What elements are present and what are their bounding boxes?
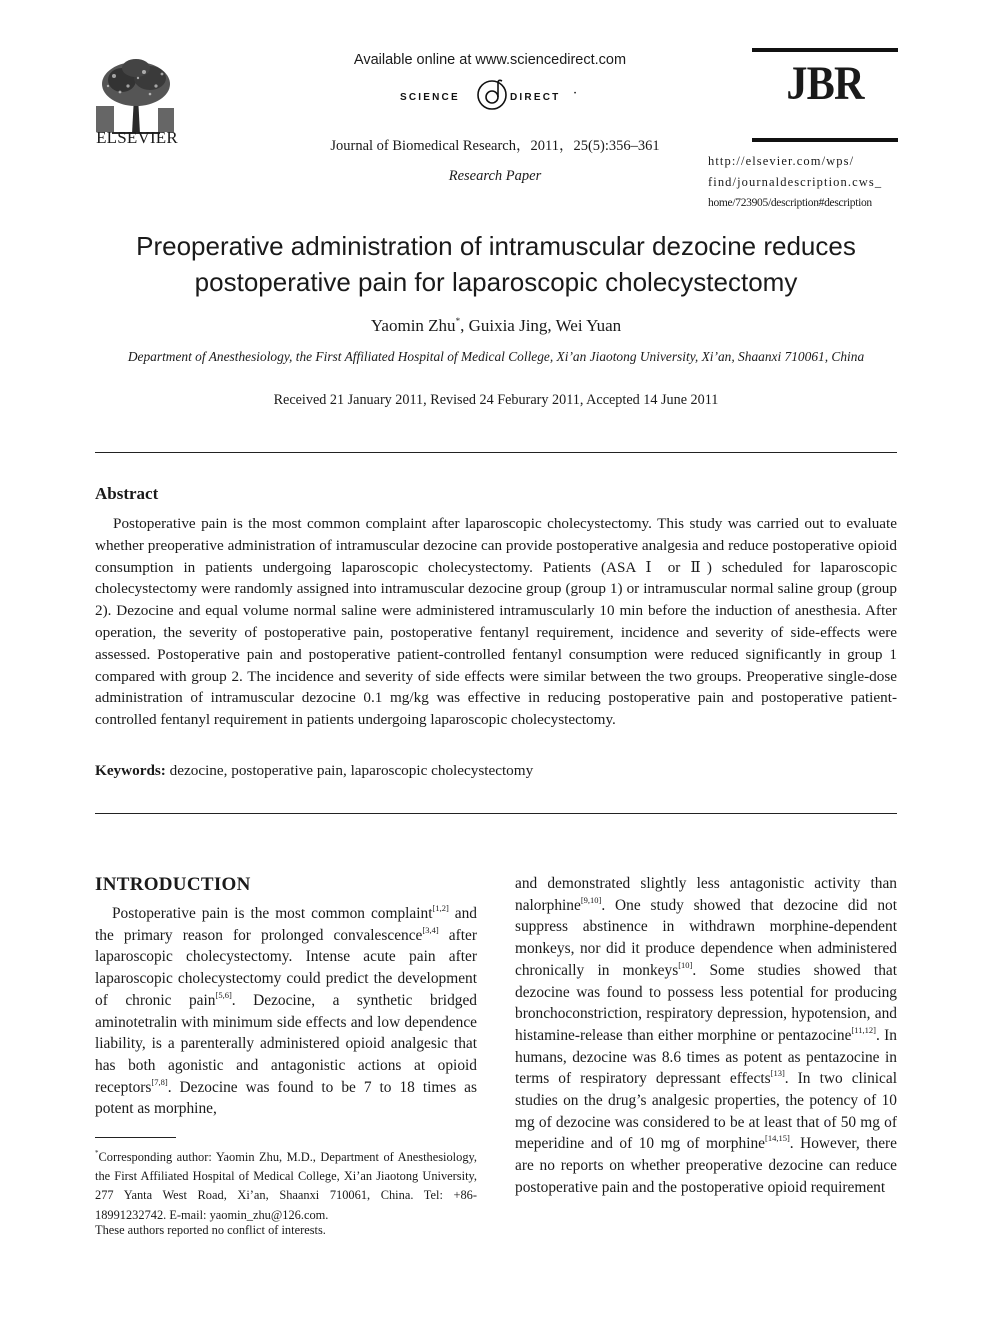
author-names: , Guixia Jing, Wei Yuan — [460, 316, 622, 335]
journal-url-line[interactable]: http://elsevier.com/wps/ — [708, 154, 855, 168]
body-text: and the primary reason for prolonged convalescence — [95, 905, 477, 944]
title-line: Preoperative administration of intramuscular dezocine reduces — [136, 231, 856, 261]
body-text: Postoperative pain is the most common complaint — [112, 905, 433, 922]
abstract-heading: Abstract — [95, 484, 159, 503]
citation[interactable]: [1,2] — [432, 903, 449, 913]
jbr-bottom-rule — [752, 138, 898, 142]
sd-logo-left-text: SCIENCE — [400, 92, 460, 103]
citation[interactable]: [10] — [678, 959, 693, 970]
body-text: . Dezocine, a synthetic bridged aminotetralin with minimum side effects and low dependence liability, is a parenterally administered opioid analgesic that has both agonistic and antagonistic actions at opioid receptors — [95, 991, 477, 1096]
svg-text:•: • — [574, 91, 577, 97]
footnote-divider — [95, 1137, 176, 1138]
article-title — [80, 228, 912, 300]
body-text: after laparoscopic cholecystectomy. Intense acute pain after laparoscopic cholecystectomy could predict the development of chronic pain — [95, 926, 477, 1009]
corresponding-author-footnote — [95, 1148, 477, 1225]
divider — [95, 452, 897, 453]
footnote-mark: * — [95, 1149, 99, 1157]
publisher-name: ELSEVIER — [96, 128, 178, 147]
journal-url[interactable] — [708, 151, 900, 214]
journal-citation: Journal of Biomedical Research，2011，25(5):356–361 — [330, 138, 660, 154]
footnote-text: Corresponding author: Yaomin Zhu, M.D., Department of Anesthesiology, the First Affiliated Hospital of Medical College, Xi’an Jiaotong University, 277 Yanta West Road, Xi’an, Shaanxi 710061, China. Tel: +86-18991232742. E-mail: yaomin_zhu@126.com. — [95, 1150, 477, 1222]
citation[interactable]: [14,15] — [765, 1133, 790, 1144]
title-line: postoperative pain for laparoscopic cholecystectomy — [194, 267, 798, 297]
author-list — [95, 316, 897, 336]
citation[interactable]: [13] — [770, 1068, 785, 1079]
journal-url-line[interactable]: find/journaldescription.cws_ — [708, 175, 883, 189]
citation[interactable]: [7,8] — [151, 1076, 168, 1087]
body-text: and demonstrated slightly less antagonistic activity than nalorphine — [515, 875, 897, 914]
citation[interactable]: [5,6] — [215, 989, 232, 1000]
available-online-text: Available online at www.sciencedirect.com — [353, 52, 627, 68]
affiliation: Department of Anesthesiology, the First Affiliated Hospital of Medical College, Xi’an Jiaotong University, Xi’an, Shaanxi 710061, China — [127, 349, 865, 364]
section-heading: INTRODUCTION — [95, 874, 251, 895]
keywords — [95, 762, 897, 780]
body-column-left — [95, 903, 477, 1120]
citation[interactable]: [3,4] — [422, 924, 439, 935]
sciencedirect-logo — [398, 75, 583, 115]
divider — [95, 813, 897, 814]
citation[interactable]: [11,12] — [851, 1024, 876, 1035]
keywords-list: dezocine, postoperative pain, laparoscopic cholecystectomy — [169, 762, 534, 779]
journal-abbrev-logo: JBR — [786, 57, 864, 110]
abstract-body: Postoperative pain is the most common complaint after laparoscopic cholecystectomy. This study was carried out to evaluate whether preoperative administration of intramuscular dezocine can provide postoperative analgesia and reduce postoperative opioid consumption in patients undergoing laparoscopic cholecystectomy. Patients (ASA Ⅰ or Ⅱ) scheduled for laparoscopic cholecystectomy were randomly assigned into intramuscular dezocine group (group 1) or intramuscular normal saline group (group 2). Dezocine and equal volume normal saline were administered intramuscularly 10 min before the induction of anesthesia. After operation, the severity of postoperative pain, postoperative fentanyl requirement, incidence and severity of side-effects were assessed. Postoperative pain and postoperative patient-controlled fentanyl consumption were reduced significantly in group 1 compared with group 2. The incidence and severity of side effects were similar between the two groups. Preoperative single-dose administration of intramuscular dezocine 0.1 mg/kg was effective in reducing postoperative pain and postoperative patient-controlled fentanyl requirement in patients undergoing laparoscopic cholecystectomy. — [95, 515, 897, 729]
corresponding-mark: * — [455, 316, 461, 326]
citation[interactable]: [9,10] — [580, 894, 602, 905]
received-dates: Received 21 January 2011, Revised 24 Feburary 2011, Accepted 14 June 2011 — [273, 392, 719, 408]
body-text: . In humans, dezocine was 8.6 times as potent as pentazocine in terms of respiratory depressant effects — [515, 1026, 897, 1088]
sd-logo-right-text: DIRECT — [510, 92, 561, 103]
body-text: . However, there are no reports on whether preoperative dezocine can reduce postoperative pain and the postoperative opioid requirement — [515, 1135, 897, 1196]
author-name: Yaomin Zhu — [370, 316, 456, 335]
body-text: . Dezocine was found to be 7 to 18 times as potent as morphine, — [95, 1078, 477, 1118]
journal-url-line[interactable]: home/723905/description#description — [708, 197, 872, 209]
body-text: . In two clinical studies on the drug’s analgesic properties, the potency of 10 mg of dezocine was considered to be at least that of 50 mg of meperidine and of 10 mg of morphine — [515, 1070, 898, 1153]
body-column-right — [515, 873, 897, 1199]
keywords-label: Keywords: — [95, 762, 166, 779]
conflict-of-interest: These authors reported no conflict of interests. — [95, 1223, 326, 1237]
body-text: . Some studies showed that dezocine was found to possess less potential for producing bronchoconstriction, respiratory depression, hypotension, and histamine-release than either morphine or pentazocine — [515, 961, 897, 1044]
body-text: . One study showed that dezocine did not suppress abstinence in withdrawn morphine-dependent monkeys, nor did it produce dependence when administered chronically in monkeys — [515, 896, 897, 979]
jbr-top-rule — [752, 48, 898, 52]
article-type: Research Paper — [448, 168, 542, 184]
